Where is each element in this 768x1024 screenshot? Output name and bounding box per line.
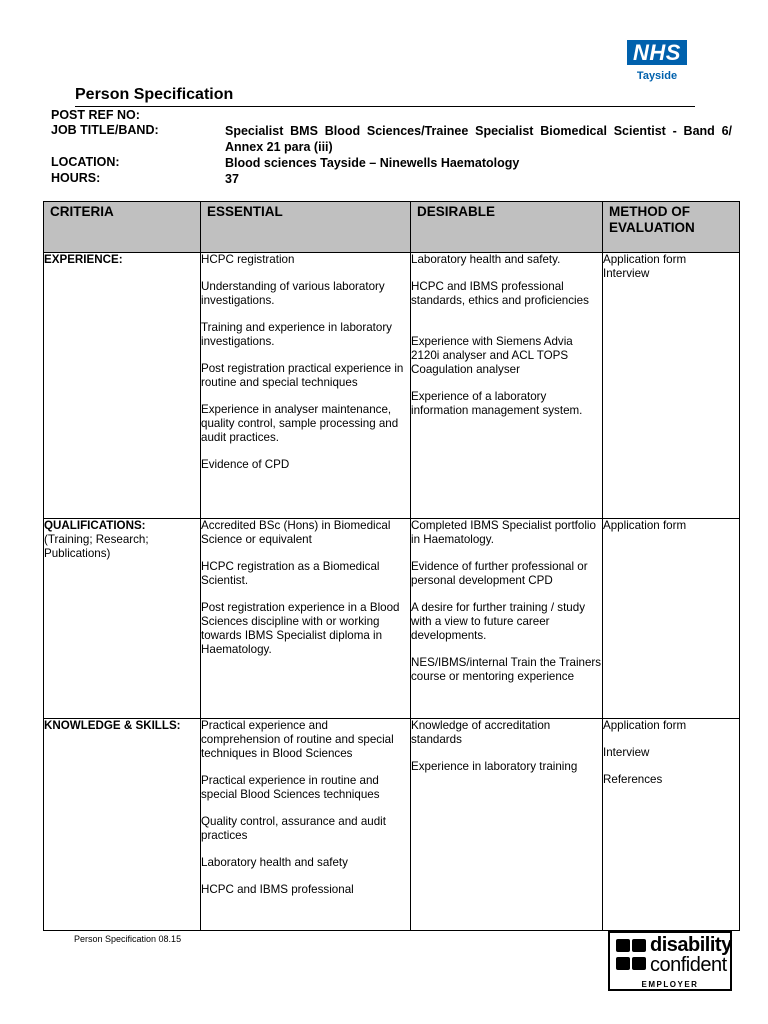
essential-item: HCPC registration as a Biomedical Scientist.: [201, 560, 380, 587]
job-title-value: Specialist BMS Blood Sciences/Trainee Specialist Biomedical Scientist - Band 6/ Annex 21 para (iii): [225, 124, 732, 154]
essential-item: Quality control, assurance and audit practices: [201, 815, 386, 842]
desirable-item: Knowledge of accreditation standards: [411, 719, 551, 746]
essential-item: Post registration practical experience in routine and special techniques: [201, 362, 404, 389]
hours-label: HOURS:: [51, 171, 101, 185]
method-cell: [603, 719, 740, 931]
method-item: Application form: [603, 519, 687, 532]
desirable-item: Evidence of further professional or personal development CPD: [411, 560, 588, 587]
badge-line-2: confident: [650, 954, 727, 976]
desirable-cell: [411, 719, 603, 931]
header-method: METHOD OF EVALUATION: [603, 202, 740, 253]
essential-cell: [201, 519, 411, 719]
badge-employer: EMPLOYER: [641, 980, 699, 989]
job-title-label: JOB TITLE/BAND:: [51, 123, 159, 137]
tick-icon: [632, 957, 646, 970]
method-item: References: [603, 773, 663, 786]
header-essential: ESSENTIAL: [201, 202, 411, 253]
method-cell: [603, 519, 740, 719]
desirable-item: Experience of a laboratory information management system.: [411, 390, 583, 417]
essential-item: Accredited BSc (Hons) in Biomedical Science or equivalent: [201, 519, 391, 546]
essential-item: Laboratory health and safety: [201, 856, 348, 869]
method-item: Application form Interview: [603, 253, 687, 280]
nhs-org-name: Tayside: [636, 70, 678, 82]
essential-cell: [201, 253, 411, 519]
badge-line-1: disability: [650, 934, 732, 956]
essential-item: Understanding of various laboratory investigations.: [201, 280, 385, 307]
header-criteria: CRITERIA: [44, 202, 201, 253]
people-icon: [616, 939, 630, 952]
essential-item: HCPC and IBMS professional: [201, 883, 354, 896]
criteria-label: EXPERIENCE:: [44, 253, 123, 266]
table-header-row: [44, 202, 740, 253]
footer-text: Person Specification 08.15: [74, 934, 182, 944]
specification-table: [43, 201, 740, 931]
essential-item: Evidence of CPD: [201, 458, 290, 471]
desirable-item: Completed IBMS Specialist portfolio in Haematology.: [411, 519, 596, 546]
desirable-item: NES/IBMS/internal Train the Trainers course or mentoring experience: [411, 656, 602, 683]
lock-icon: [616, 957, 630, 970]
disability-confident-badge: [608, 931, 732, 991]
criteria-label: QUALIFICATIONS:: [44, 519, 146, 532]
post-ref-label: POST REF NO:: [51, 108, 140, 122]
essential-item: Post registration experience in a Blood Sciences discipline with or working towards IBMS Specialist diploma in Haematology.: [201, 601, 400, 656]
desirable-item: Experience in laboratory training: [411, 760, 578, 773]
header-desirable: DESIRABLE: [411, 202, 603, 253]
method-cell: [603, 253, 740, 519]
desirable-item: Laboratory health and safety.: [411, 253, 561, 266]
tick-icon: [632, 939, 646, 952]
desirable-item: HCPC and IBMS professional standards, ethics and proficiencies: [411, 280, 589, 307]
desirable-cell: [411, 519, 603, 719]
location-value: Blood sciences Tayside – Ninewells Haematology: [225, 156, 520, 170]
criteria-sublabel: (Training; Research; Publications): [44, 533, 149, 560]
desirable-cell: [411, 253, 603, 519]
location-label: LOCATION:: [51, 155, 120, 169]
essential-item: Practical experience in routine and special Blood Sciences techniques: [201, 774, 380, 801]
desirable-item: Experience with Siemens Advia 2120i analyser and ACL TOPS Coagulation analyser: [411, 335, 573, 376]
table-row: [44, 519, 740, 719]
essential-item: HCPC registration: [201, 253, 295, 266]
criteria-label: KNOWLEDGE & SKILLS:: [44, 719, 181, 732]
essential-item: Training and experience in laboratory investigations.: [201, 321, 392, 348]
table-row: [44, 253, 740, 519]
essential-cell: [201, 719, 411, 931]
page-title: Person Specification: [75, 86, 234, 103]
criteria-cell: [44, 719, 201, 931]
criteria-cell: [44, 519, 201, 719]
desirable-item: A desire for further training / study with a view to future career developments.: [411, 601, 585, 642]
essential-item: Practical experience and comprehension of routine and special techniques in Blood Sciences: [201, 719, 394, 760]
title-divider: [75, 106, 695, 107]
criteria-cell: [44, 253, 201, 519]
table-row: [44, 719, 740, 931]
method-item: Application form: [603, 719, 687, 732]
essential-item: Experience in analyser maintenance, quality control, sample processing and audit practices.: [201, 403, 399, 444]
nhs-logo: NHS: [627, 40, 687, 65]
method-item: Interview: [603, 746, 650, 759]
hours-value: 37: [225, 172, 239, 186]
